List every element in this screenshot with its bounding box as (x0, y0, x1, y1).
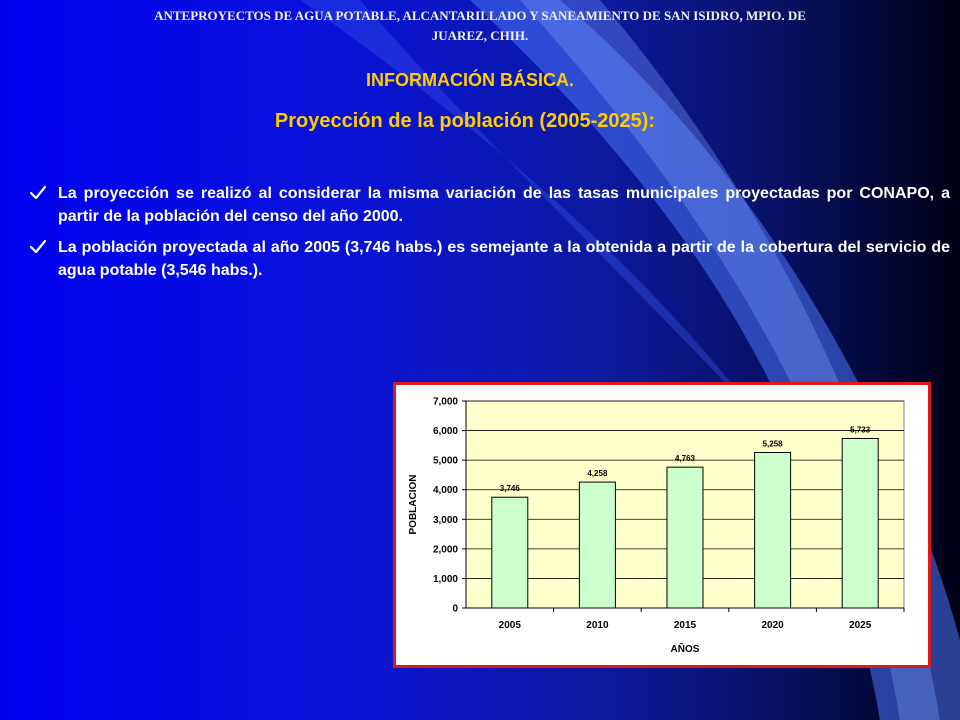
data-label: 5,258 (762, 439, 783, 449)
checkmark-icon (30, 182, 58, 205)
y-tick-label: 7,000 (432, 396, 458, 408)
checkmark-icon (30, 236, 58, 259)
y-tick-label: 3,000 (432, 514, 458, 526)
data-label: 4,258 (587, 469, 608, 479)
y-tick-label: 5,000 (432, 455, 458, 467)
data-label: 3,746 (499, 484, 520, 494)
data-label: 4,763 (674, 454, 696, 464)
x-axis-title: AÑOS (670, 644, 700, 655)
x-tick-label: 2015 (673, 620, 697, 631)
x-tick-label: 2025 (849, 620, 872, 631)
y-tick-label: 4,000 (432, 485, 458, 497)
info-title: INFORMACIÓN BÁSICA. (366, 70, 574, 90)
presentation-header (70, 6, 890, 46)
y-tick-label: 1,000 (432, 573, 458, 585)
data-label: 5,733 (850, 425, 871, 435)
bullet-text: La proyección se realizó al considerar la misma variación de las tasas municipales proyectadas por CONAPO, a partir de la población del censo del año 2000. (58, 185, 950, 225)
bar (579, 482, 615, 608)
y-tick-label: 0 (452, 603, 458, 615)
bar (842, 438, 878, 608)
x-tick-label: 2010 (586, 620, 609, 631)
bar (755, 453, 791, 608)
projection-title: Proyección de la población (2005-2025): (274, 110, 656, 132)
x-tick-label: 2005 (498, 620, 521, 631)
bar (492, 497, 528, 608)
bar (667, 467, 703, 608)
y-tick-label: 6,000 (432, 426, 458, 438)
y-tick-label: 2,000 (432, 544, 458, 556)
bullet-item (30, 182, 950, 228)
x-tick-label: 2020 (761, 620, 784, 631)
y-axis-title: POBLACION (408, 474, 419, 535)
population-bar-chart (396, 385, 928, 665)
header-line-1: ANTEPROYECTOS DE AGUA POTABLE, ALCANTARILLADO Y SANEAMIENTO DE SAN ISIDRO, MPIO. DE (154, 8, 806, 23)
chart-frame (393, 382, 931, 668)
header-line-2: JUAREZ, CHIH. (431, 28, 529, 43)
bullet-text: La población proyectada al año 2005 (3,746 habs.) es semejante a la obtenida a partir de la cobertura del servicio de agua potable (3,546 habs.). (58, 239, 950, 279)
bullet-item (30, 236, 950, 282)
bullet-list (30, 182, 950, 290)
